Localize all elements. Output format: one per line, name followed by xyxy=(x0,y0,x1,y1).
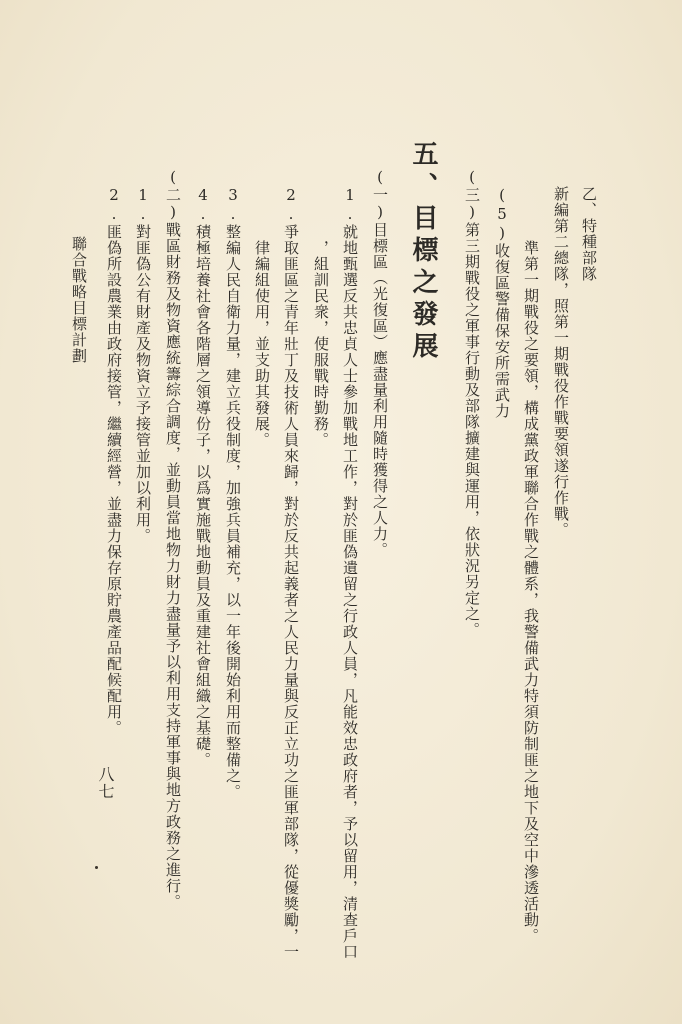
section-heading: 五、目標之發展 xyxy=(408,140,438,364)
text-line-7: 1.就地甄選反共忠貞人士參加戰地工作，對於匪偽遺留之行政人員，凡能效忠政府者，予以留用，清查戶口 xyxy=(341,186,359,960)
text-line-6: (一)目標區（光復區）應盡量利用隨時獲得之人力。 xyxy=(371,168,389,558)
text-line-11: 3.整編人民自衛力量，建立兵役制度，加強兵員補充，以一年後開始利用而整備之。 xyxy=(224,186,242,800)
text-line-12: 4.積極培養社會各階層之領導份子，以爲實施戰地動員及重建社會組織之基礎。 xyxy=(194,186,212,768)
text-line-1: 乙、特種部隊 xyxy=(580,186,598,282)
text-line-13: (二)戰區財務及物資應統籌綜合調度，並動員當地物力財力盡量予以利用支持軍事與地方政務之進行。 xyxy=(164,168,182,910)
text-line-5: (三)第三期戰役之軍事行動及部隊擴建與運用，依狀況另定之。 xyxy=(463,168,481,638)
text-line-4: (5)收復區警備保安所需武力 xyxy=(493,186,511,419)
text-line-15: 2.匪偽所設農業由政府接管，繼續經營，並盡力保存原貯農產品配候配用。 xyxy=(105,186,123,736)
text-line-3: 準第一期戰役之要領，構成黨政軍聯合作戰之體系，我警備武力特須防制匪之地下及空中滲透活動。 xyxy=(522,240,540,944)
document-title: 聯合戰略目標計劃 xyxy=(70,236,88,364)
text-line-10: 律編組使用，並支助其發展。 xyxy=(253,240,271,448)
page-number: 八七 xyxy=(96,766,115,800)
text-line-2: 新編第二總隊，照第一期戰役作戰要領遂行作戰。 xyxy=(552,186,570,538)
text-line-9: 2.爭取匪區之青年壯丁及技術人員來歸，對於反共起義者之人民力量與反正立功之匪軍部隊，從優獎勵，一 xyxy=(282,186,300,960)
text-line-8: ，組訓民衆，使服戰時勤務。 xyxy=(312,240,330,448)
text-line-14: 1.對匪偽公有財產及物資立予接管並加以利用。 xyxy=(134,186,152,544)
ink-speck xyxy=(95,866,98,869)
